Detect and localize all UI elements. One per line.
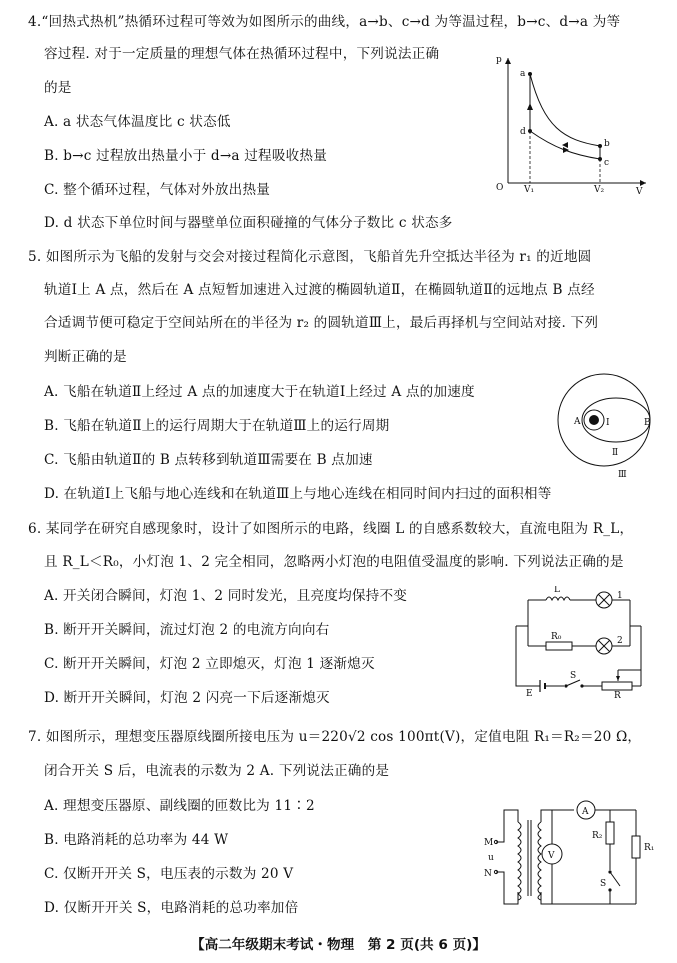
q5-stem-line4: 判断正确的是 [44,349,127,365]
orbit-diagram [556,370,656,482]
page-footer: 【高二年级期末考试・物理 第 2 页(共 6 页)】 [191,937,486,953]
resistor-label-r1: R₁ [644,843,655,853]
q4-option-d: D. d 状态下单位时间与器壁单位面积碰撞的气体分子数比 c 状态多 [44,215,453,231]
orbit-label-ii: Ⅱ [612,448,619,458]
q7-stem-line2: 闭合开关 S 后，电流表的示数为 2 A. 下列说法正确的是 [44,763,390,779]
point-label-d: d [520,127,526,137]
q4-stem-line1: 4.“回热式热机”热循环过程可等效为如图所示的曲线，a→b、c→d 为等温过程，b→c、d→a 为等 [28,14,621,30]
q7-option-c: C. 仅断开开关 S，电压表的示数为 20 V [44,866,294,882]
battery-label-e: E [526,689,533,698]
q5-option-c: C. 飞船由轨道Ⅱ的 B 点转移到轨道Ⅲ需要在 B 点加速 [44,452,373,468]
ammeter-label: A [582,807,589,817]
terminal-label-m: M [484,838,494,848]
q4-option-c: C. 整个循环过程，气体对外放出热量 [44,182,271,198]
q6-option-b: B. 断开开关瞬间，流过灯泡 2 的电流方向向右 [44,622,330,638]
voltmeter-label: V [548,851,555,861]
q4-option-a: A. a 状态气体温度比 c 状态低 [44,114,231,130]
bulb-label-2: 2 [617,636,623,646]
q4-option-b: B. b→c 过程放出热量小于 d→a 过程吸收热量 [44,148,328,164]
q7-stem-line1: 7. 如图所示，理想变压器原线圈所接电压为 u＝220√2 cos 100πt(V)，定值电阻 R₁＝R₂＝20 Ω， [28,729,642,745]
coil-label-l: L [554,586,560,595]
terminal-label-n: N [484,869,492,879]
orbit-label-i: Ⅰ [606,418,610,428]
point-label-a: a [520,69,526,79]
q5-stem-line3: 合适调节便可稳定于空间站所在的半径为 r₂ 的圆轨道Ⅲ上，最后再择机与空间站对接. 下列 [44,315,599,331]
point-label-b: b [604,139,610,149]
orbit-label-a: A [574,417,581,427]
axis-label-p: p [496,55,502,65]
switch-label-s: S [570,671,577,681]
q5-stem-line2: 轨道Ⅰ上 A 点，然后在 A 点短暂加速进入过渡的椭圆轨道Ⅱ，在椭圆轨道Ⅱ的远地点 B 点经 [44,282,595,298]
bulb-label-1: 1 [617,591,623,601]
q5-option-d: D. 在轨道Ⅰ上飞船与地心连线和在轨道Ⅲ上与地心连线在相同时间内扫过的面积相等 [44,486,552,502]
point-label-c: c [604,158,610,168]
q7-option-a: A. 理想变压器原、副线圈的匝数比为 11∶2 [44,798,315,814]
q4-stem-line2: 容过程. 对于一定质量的理想气体在热循环过程中，下列说法正确 [44,46,440,62]
origin-label: O [496,183,504,193]
orbit-label-b: B [644,418,651,428]
rheostat-label-r: R [614,691,621,698]
axis-label-v: V [636,187,643,196]
resistor-label-r2: R₂ [592,831,603,841]
orbit-label-iii: Ⅲ [618,470,627,480]
pv-diagram [484,48,654,196]
inductor-circuit [506,586,656,698]
q6-stem-line2: 且 R_L＜R₀，小灯泡 1、2 完全相同，忽略两小灯泡的电阻值受温度的影响. 下列说法正确的是 [44,554,624,570]
q5-option-a: A. 飞船在轨道Ⅱ上经过 A 点的加速度大于在轨道Ⅰ上经过 A 点的加速度 [44,384,475,400]
voltage-label-u: u [488,853,494,863]
switch-label-s: S [600,879,607,889]
q6-stem-line1: 6. 某同学在研究自感现象时，设计了如图所示的电路，线圈 L 的自感系数较大，直流电阻为 R_L， [28,521,634,537]
tick-label-v2: V₂ [594,185,605,195]
transformer-circuit [482,800,662,915]
q5-option-b: B. 飞船在轨道Ⅱ上的运行周期大于在轨道Ⅲ上的运行周期 [44,418,390,434]
q6-option-c: C. 断开开关瞬间，灯泡 2 立即熄灭，灯泡 1 逐渐熄灭 [44,656,375,672]
q4-stem-line3: 的是 [44,80,72,96]
q6-option-d: D. 断开开关瞬间，灯泡 2 闪亮一下后逐渐熄灭 [44,690,330,706]
q5-stem-line1: 5. 如图所示为飞船的发射与交会对接过程简化示意图，飞船首先升空抵达半径为 r₁ 的近地圆 [28,249,592,265]
q6-option-a: A. 开关闭合瞬间，灯泡 1、2 同时发光，且亮度均保持不变 [44,588,408,604]
tick-label-v1: V₁ [524,185,535,195]
q7-option-d: D. 仅断开开关 S，电路消耗的总功率加倍 [44,900,299,916]
q7-option-b: B. 电路消耗的总功率为 44 W [44,832,229,848]
resistor-label-r0: R₀ [551,632,562,642]
